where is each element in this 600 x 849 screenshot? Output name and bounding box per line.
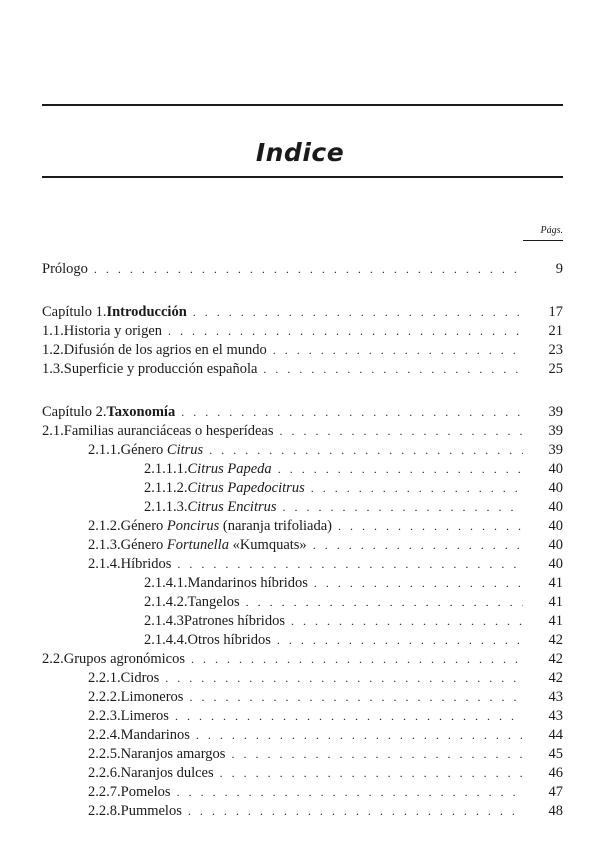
toc-entry-label: Híbridos [120,556,172,572]
toc-entry-2-2[interactable] [42,650,563,668]
toc-entry-page: 39 [548,404,563,420]
toc-entry-2-1-4-3[interactable] [144,612,563,630]
toc-entry-number: 2.2.3. [88,708,121,724]
leader-dots [338,517,523,535]
toc-entry-page: 42 [548,670,563,686]
leader-dots [165,669,523,687]
toc-entry-label: Grupos agronómicos [63,651,185,667]
toc-entry-2-2-5[interactable] [88,745,563,763]
toc-entry-page: 46 [548,765,563,781]
toc-entry-number: 2.1.4.1. [144,575,188,591]
leader-dots [278,460,523,478]
toc-entry-page: 9 [555,261,563,277]
toc-entry-label: Limeros [120,708,169,724]
toc-entry-number: 2.2.8. [88,803,121,819]
toc-entry-label: Naranjos amargos [120,746,226,762]
toc-entry-number: 2.1.1.1. [144,461,188,477]
leader-dots [246,593,523,611]
toc-entry-page: 45 [548,746,563,762]
leader-dots [283,498,523,516]
toc-entry-page: 17 [548,304,563,320]
toc-entry-number: 2.1.2. [88,518,121,534]
toc-entry-page: 44 [548,727,563,743]
toc-entry-label: Superficie y producción española [63,361,258,377]
toc-entry-2-2-3[interactable] [88,707,563,725]
toc-entry-label: Taxonomía [106,404,176,420]
toc-entry-page: 41 [548,613,563,629]
leader-dots [314,574,523,592]
leader-dots [280,422,523,440]
toc-entry-label: Género [120,518,164,534]
toc-entry-page: 40 [548,556,563,572]
leader-dots [193,303,523,321]
toc-entry-number: 1.3. [42,361,64,377]
toc-entry-label-suffix: (naranja trifoliada) [222,518,332,534]
toc-entry-page: 42 [548,632,563,648]
toc-entry-2-1-1[interactable] [88,441,563,459]
toc-entry-number: 1.1. [42,323,64,339]
toc-chapter-1[interactable] [42,303,563,321]
toc-entry-number: 2.2.6. [88,765,121,781]
toc-entry-2-1-4[interactable] [88,555,563,573]
toc-entry-page: 25 [548,361,563,377]
toc-entry-1-3[interactable] [42,360,563,378]
toc-entry-label: Prólogo [42,261,88,277]
leader-dots [191,650,523,668]
toc-entry-number: 1.2. [42,342,64,358]
toc-entry-page: 40 [548,518,563,534]
toc-entry-2-1-3[interactable] [88,536,563,554]
leader-dots [175,707,523,725]
toc-entry-number: 2.1.1. [88,442,121,458]
toc-entry-page: 43 [548,689,563,705]
toc-entry-number: Capítulo 1. [42,304,107,320]
title-rule [42,176,563,178]
top-rule [42,104,563,106]
toc-entry-number: 2.2. [42,651,64,667]
toc-entry-2-2-6[interactable] [88,764,563,782]
pages-label-underline [523,240,563,241]
toc-entry-number: 2.2.5. [88,746,121,762]
leader-dots [277,631,523,649]
leader-dots [189,688,523,706]
toc-entry-page: 40 [548,480,563,496]
toc-entry-label: Historia y origen [63,323,163,339]
toc-entry-page: 39 [548,442,563,458]
toc-entry-page: 47 [548,784,563,800]
toc-entry-label: Limoneros [120,689,184,705]
toc-entry-label: Mandarinos híbridos [187,575,308,591]
toc-entry-page: 40 [548,461,563,477]
toc-entry-label: Cidros [120,670,160,686]
toc-entry-number: 2.1.4. [88,556,121,572]
toc-entry-number: 2.2.7. [88,784,121,800]
toc-entry-number: 2.1.4.2. [144,594,188,610]
leader-dots [94,260,523,278]
toc-entry-label-italic: Citrus [166,442,204,458]
toc-entry-1-1[interactable] [42,322,563,340]
toc-entry-page: 41 [548,575,563,591]
leader-dots [311,479,523,497]
toc-entry-2-1-1-3[interactable] [144,498,563,516]
toc-entry-number: 2.1.1.3. [144,499,188,515]
leader-dots [263,360,523,378]
leader-dots [209,441,523,459]
toc-entry-label-italic: Poncirus [166,518,220,534]
toc-entry-2-2-4[interactable] [88,726,563,744]
toc-entry-2-1[interactable] [42,422,563,440]
toc-entry-page: 48 [548,803,563,819]
toc-entry-number: 2.1. [42,423,64,439]
toc-entry-page: 42 [548,651,563,667]
toc-entry-label: Familias auranciáceas o hesperídeas [63,423,274,439]
toc-entry-2-1-4-2[interactable] [144,593,563,611]
toc-entry-label: Difusión de los agrios en el mundo [63,342,267,358]
toc-entry-2-1-2[interactable] [88,517,563,535]
toc-entry-number: 2.2.4. [88,727,121,743]
toc-entry-number: 2.1.3. [88,537,121,553]
toc-entry-2-2-8[interactable] [88,802,563,820]
toc-entry-label: Género [120,537,164,553]
toc-entry-number: 2.2.2. [88,689,121,705]
toc-entry-page: 40 [548,537,563,553]
toc-entry-label: Introducción [106,304,187,320]
toc-entry-label: Género [120,442,164,458]
toc-entry-page: 40 [548,499,563,515]
toc-entry-2-1-4-1[interactable] [144,574,563,592]
toc-entry-label: Naranjos dulces [120,765,214,781]
toc-entry-1-2[interactable] [42,341,563,359]
toc-entry-number: 2.2.1. [88,670,121,686]
toc-entry-label: Otros híbridos [187,632,271,648]
page-title: Indice [255,138,345,167]
toc-entry-label-italic: Citrus Papeda [187,461,272,477]
toc-entry-2-2-1[interactable] [88,669,563,687]
toc-entry-number: Capítulo 2. [42,404,107,420]
toc-entry-label-italic: Citrus Encitrus [187,499,277,515]
toc-entry-number: 2.1.4.4. [144,632,188,648]
leader-dots [188,802,523,820]
toc-entry-label-italic: Fortunella [166,537,229,553]
leader-dots [177,555,523,573]
toc-entry-page: 23 [548,342,563,358]
toc-entry-2-1-1-1[interactable] [144,460,563,478]
leader-dots [196,726,523,744]
leader-dots [177,783,523,801]
toc-entry-number: 2.1.1.2. [144,480,188,496]
toc-entry-2-2-7[interactable] [88,783,563,801]
toc-entry-label: Tangelos [187,594,240,610]
toc-entry-prologo[interactable] [42,260,563,278]
toc-entry-number: 2.1.4.3 [144,613,184,629]
toc-entry-label: Mandarinos [120,727,190,743]
leader-dots [291,612,523,630]
toc-entry-label: Patrones híbridos [183,613,285,629]
pages-column-label: Págs. [540,225,563,236]
leader-dots [220,764,523,782]
toc-entry-2-1-1-2[interactable] [144,479,563,497]
leader-dots [273,341,523,359]
toc-entry-label-suffix: «Kumquats» [232,537,307,553]
leader-dots [181,403,523,421]
toc-entry-2-2-2[interactable] [88,688,563,706]
leader-dots [313,536,523,554]
toc-chapter-2[interactable] [42,403,563,421]
leader-dots [231,745,523,763]
leader-dots [168,322,523,340]
toc-entry-label: Pummelos [120,803,182,819]
toc-entry-2-1-4-4[interactable] [144,631,563,649]
toc-entry-page: 43 [548,708,563,724]
toc-entry-label: Pomelos [120,784,171,800]
toc-entry-page: 21 [548,323,563,339]
toc-entry-label-italic: Citrus Papedocitrus [187,480,305,496]
toc-entry-page: 41 [548,594,563,610]
toc-entry-page: 39 [548,423,563,439]
